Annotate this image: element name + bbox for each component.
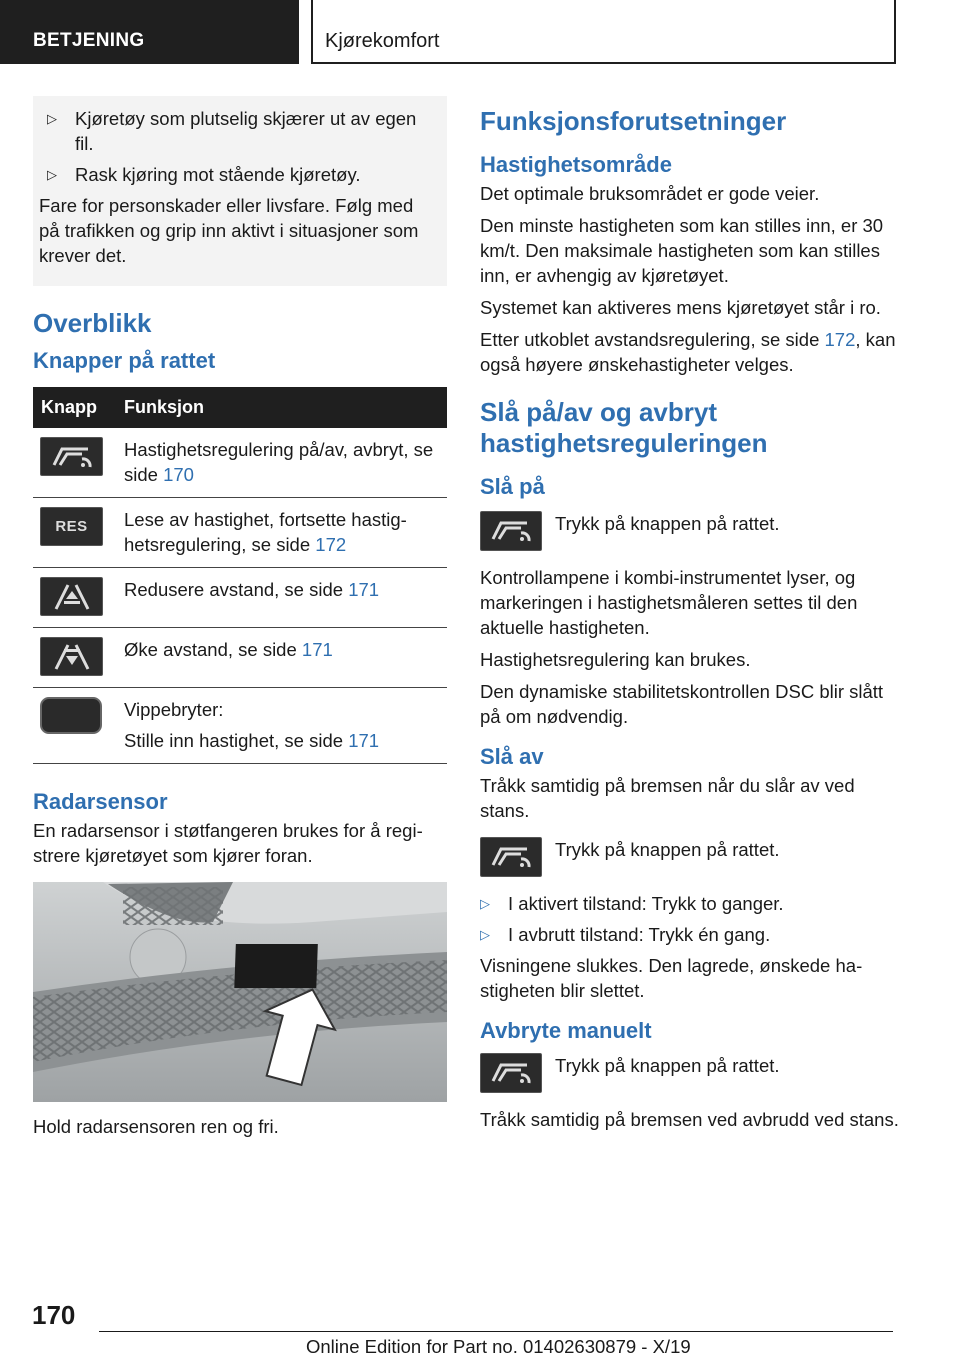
row-text: Øke avstand, se side [124, 639, 302, 660]
list-item [480, 891, 900, 916]
speed-p1: Det optimale bruksområdet er gode veier. [480, 183, 820, 204]
speed-p2: Den minste hastigheten som kan stilles inn, er 30 km/t. Den maksimale hastigheten som kan stilles inn, er avhengig av kjøretøyet. [480, 215, 884, 286]
row-text: Hastighetsregulering på/av, avbryt, se side [124, 439, 434, 485]
speed-p4-a: Etter utkoblet avstandsregulering, se side [480, 329, 825, 350]
press-instruction [480, 837, 900, 879]
overview-heading: Overblikk [33, 308, 152, 338]
cancel-heading: Avbryte manuelt [480, 1018, 652, 1043]
table-header-button: Knapp [33, 387, 116, 428]
on-p2: Hastighetsregulering kan brukes. [480, 649, 751, 670]
off-bullet-1: I aktivert tilstand: Trykk to ganger. [508, 893, 784, 914]
res-icon [40, 507, 103, 546]
table-row [33, 498, 447, 568]
speed-p4 [480, 327, 900, 377]
warning-text: Fare for personskader eller livsfare. Følg med på trafikken og grip inn aktivt i situasjoner som krever det. [39, 195, 419, 266]
row-text: Redusere avstand, se side [124, 579, 349, 600]
cruise-control-icon [480, 1053, 542, 1093]
on-p3: Den dynamiske stabilitetskontrollen DSC blir slått på om nødvendig. [480, 681, 884, 727]
speed-p3: Systemet kan aktiveres mens kjøretøyet står i ro. [480, 297, 881, 318]
speed-range-heading: Hastighetsområde [480, 152, 672, 177]
row-text: Stille inn hastighet, se side [124, 730, 349, 751]
radar-heading: Radarsensor [33, 789, 168, 814]
triangle-bullet-icon: ▷ [47, 167, 57, 182]
triangle-bullet-icon: ▷ [480, 896, 490, 911]
page-ref-link[interactable]: 172 [824, 329, 856, 350]
section-label: BETJENING [33, 30, 145, 51]
table-row [33, 628, 447, 688]
footer-divider [99, 1331, 893, 1332]
list-item [480, 922, 900, 947]
cruise-control-icon [480, 511, 542, 551]
row-text: Lese av hastighet, fortsette hastighetsregulering, se side [124, 509, 407, 555]
triangle-bullet-icon: ▷ [480, 927, 490, 942]
table-row [33, 428, 447, 498]
table-header-function: Funksjon [116, 387, 447, 428]
cancel-p1: Tråkk samtidig på bremsen ved avbrudd ved stans. [480, 1109, 899, 1130]
press-instruction [480, 1053, 900, 1095]
page-ref-link[interactable]: 171 [348, 579, 380, 600]
on-heading: Slå på [480, 474, 545, 499]
left-column [33, 96, 447, 1146]
press-instruction [480, 511, 900, 553]
press-text: Trykk på knappen på rattet. [555, 839, 780, 860]
cruise-control-icon [480, 837, 542, 877]
rocker-switch-icon [40, 697, 102, 734]
press-text: Trykk på knappen på rattet. [555, 1055, 780, 1076]
right-column [480, 96, 900, 1139]
distance-increase-icon [40, 637, 103, 676]
list-item [39, 106, 433, 156]
table-row [33, 568, 447, 628]
off-p1: Tråkk samtidig på bremsen når du slår av ved stans. [480, 775, 855, 821]
warning-box [33, 96, 447, 286]
distance-decrease-icon [40, 577, 103, 616]
page-ref-link[interactable]: 170 [163, 464, 194, 485]
edition-footer: Online Edition for Part no. 01402630879 - X/19 [306, 1336, 691, 1357]
page-ref-link[interactable]: 172 [315, 534, 347, 555]
off-heading: Slå av [480, 744, 544, 769]
cruise-control-icon [40, 437, 103, 476]
page-number: 170 [32, 1300, 76, 1330]
warning-bullet-1: Kjøretøy som plutselig skjærer ut av egen fil. [75, 108, 417, 154]
speed-p4-b: , kan også høyere ønskehastigheter velges. [480, 329, 896, 375]
chapter-label: Kjørekomfort [325, 30, 440, 52]
radar-caption: Hold radarsensoren ren og fri. [33, 1116, 279, 1137]
press-text: Trykk på knappen på rattet. [555, 513, 780, 534]
off-bullet-2: I avbrutt tilstand: Trykk én gang. [508, 924, 771, 945]
table-row [33, 688, 447, 764]
radar-sensor-photo [33, 882, 447, 1102]
prerequisites-heading: Funksjonsforutsetninger [480, 106, 787, 136]
on-p1: Kontrollampene i kombi-instrumentet lyser, og markeringen i hastighetsmåleren settes til den aktuelle hastigheten. [480, 567, 858, 638]
row-text-1: Vippebryter: [124, 699, 224, 720]
button-table [33, 387, 447, 764]
off-p2: Visningene slukkes. Den lagrede, ønskede hastigheten blir slettet. [480, 955, 863, 1001]
list-item [39, 162, 433, 187]
chapter-tab [311, 0, 896, 64]
res-label: RES [55, 518, 88, 535]
section-tab [0, 0, 299, 64]
buttons-heading: Knapper på rattet [33, 348, 216, 373]
radar-text: En radarsensor i støtfangeren brukes for å registrere kjøretøyet som kjører foran. [33, 820, 423, 866]
warning-bullet-2: Rask kjøring mot stående kjøretøy. [75, 164, 361, 185]
page-ref-link[interactable]: 171 [348, 730, 380, 751]
onoff-heading: Slå på/av og avbryt hastighetsreguleringen [480, 397, 768, 458]
triangle-bullet-icon: ▷ [47, 111, 57, 126]
page-ref-link[interactable]: 171 [301, 639, 333, 660]
